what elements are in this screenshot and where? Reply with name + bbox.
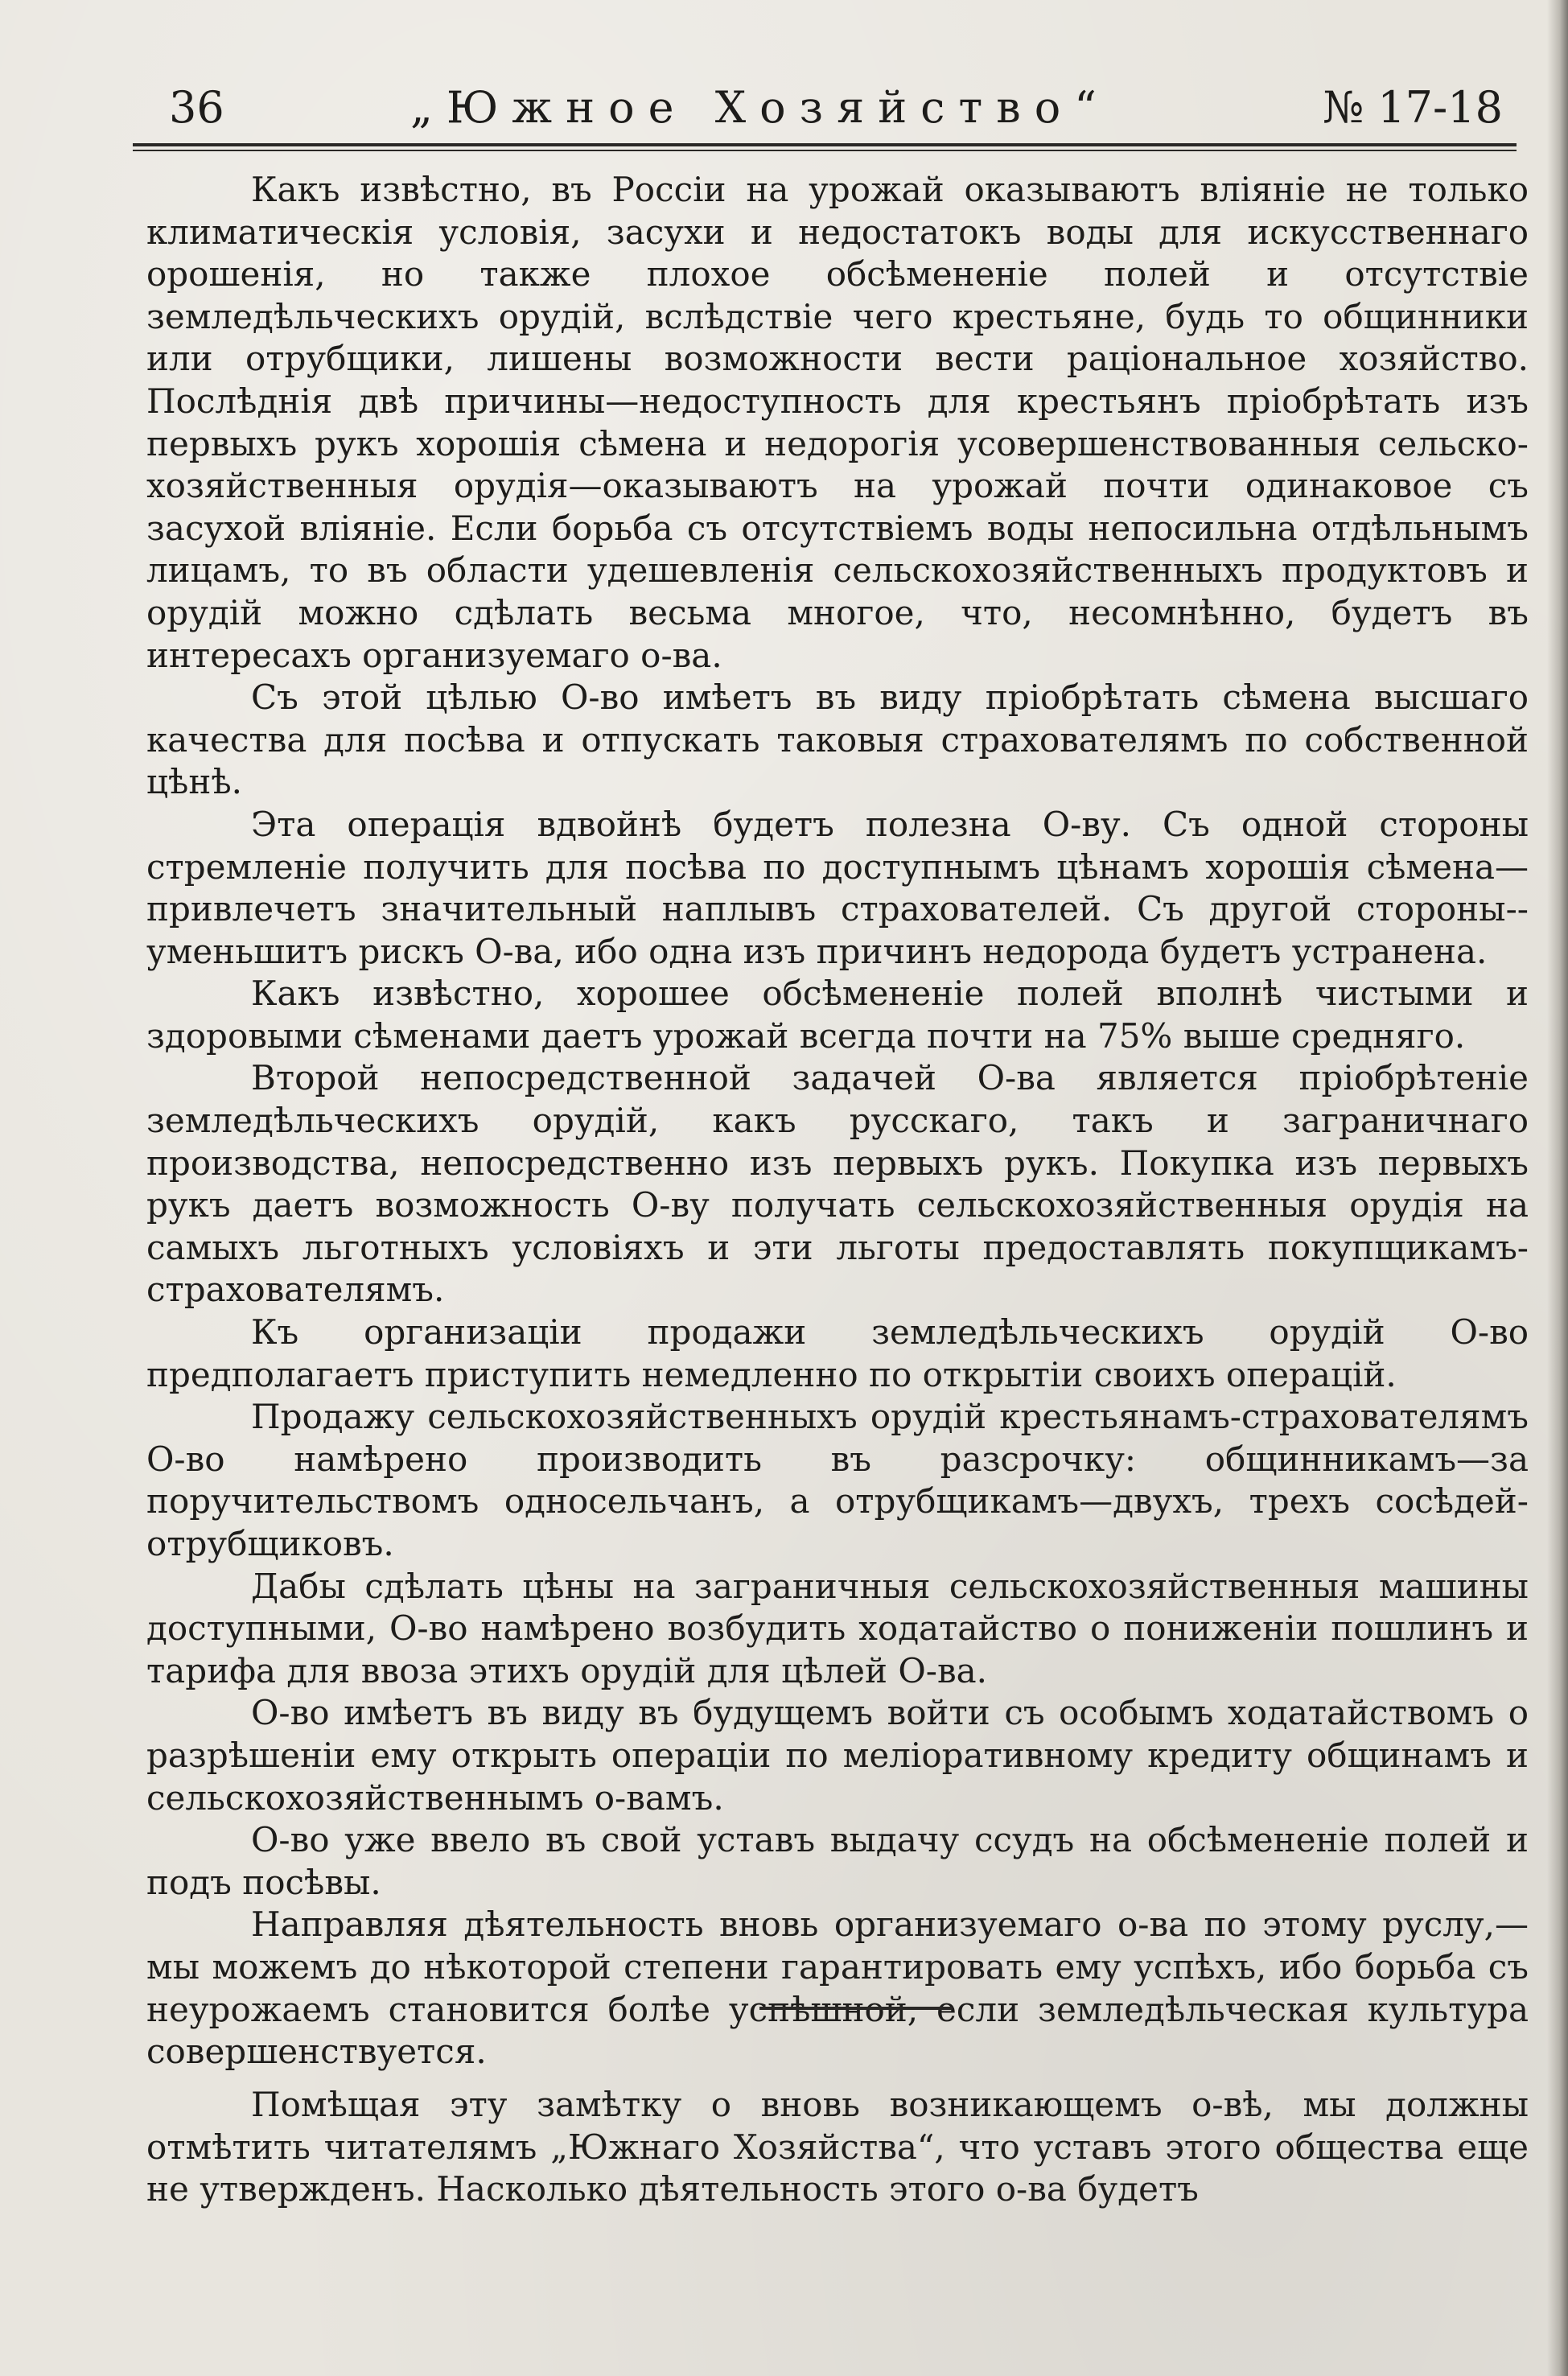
paragraph: Дабы сдѣлать цѣны на заграничныя сельскохозяйственныя машины доступными, О-во намѣрено возбудить ходатайство о пониженіи пошлинъ и тарифа для ввоза этихъ орудій для цѣлей О-ва. [146, 1566, 1529, 1690]
note-paragraph: Помѣщая эту замѣтку о вновь возникающемъ о-вѣ, мы должны отмѣтить читателямъ „Южнаго Хозяйства“, что уставъ этого общества еще не утвержденъ. Насколько дѣятельность этого о-ва будетъ [146, 2085, 1529, 2209]
page-edge-shadow [1547, 0, 1568, 2376]
article-body [146, 169, 1529, 2073]
paragraph: О-во уже ввело въ свой уставъ выдачу ссудъ на обсѣмененіе полей и подъ посѣвы. [146, 1820, 1529, 1902]
running-header [137, 74, 1504, 142]
header-rule-thin [133, 150, 1517, 151]
paragraph: Эта операція вдвойнѣ будетъ полезна О-ву. Съ одной стороны стремленіе получить для посѣва по доступнымъ цѣнамъ хорошія сѣмена—привлечетъ значительный наплывъ страхователей. Съ другой стороны--уменьшитъ рискъ О-ва, ибо одна изъ причинъ недорода будетъ устранена. [146, 804, 1529, 971]
paragraph: Какъ извѣстно, хорошее обсѣмененіе полей вполнѣ чистыми и здоровыми сѣменами даетъ урожай всегда почти на 75% выше средняго. [146, 974, 1529, 1056]
paragraph: Съ этой цѣлью О-во имѣетъ въ виду пріобрѣтать сѣмена высшаго качества для посѣва и отпускать таковыя страхователямъ по собственной цѣнѣ. [146, 677, 1529, 802]
paragraph: О-во имѣетъ въ виду въ будущемъ войти съ особымъ ходатайствомъ о разрѣшеніи ему открыть операціи по меліоративному кредиту общинамъ и сельскохозяйственнымъ о-вамъ. [146, 1693, 1529, 1818]
paragraph: Къ организаціи продажи земледѣльческихъ орудій О-во предполагаетъ приступить немедленно по открытіи своихъ операцій. [146, 1312, 1529, 1394]
paragraph: Продажу сельскохозяйственныхъ орудій крестьянамъ-страхователямъ О-во намѣрено производить въ разсрочку: общинникамъ—за поручительствомъ односельчанъ, а отрубщикамъ—двухъ, трехъ сосѣдей-отрубщиковъ. [146, 1397, 1529, 1563]
issue-number: № 17-18 [1323, 82, 1503, 133]
section-divider [759, 2007, 953, 2010]
page-number: 36 [169, 82, 224, 133]
paragraph: Какъ извѣстно, въ Россіи на урожай оказываютъ вліяніе не только климатическія условія, засухи и недостатокъ воды для искусственнаго орошенія, но также плохое обсѣмененіе полей и отсутствіе земледѣльческихъ орудій, вслѣдствіе чего крестьяне, будь то общинники или отрубщики, лишены возможности вести раціональное хозяйство. Послѣднія двѣ причины—недоступность для крестьянъ пріобрѣтать изъ первыхъ рукъ хорошія сѣмена и недорогія усовершенствованныя сельско-хозяйственныя орудія—оказываютъ на урожай почти одинаковое съ засухой вліяніе. Если борьба съ отсутствіемъ воды непосильна отдѣльнымъ лицамъ, то въ области удешевленія сельскохозяйственныхъ продуктовъ и орудій можно сдѣлать весьма многое, что, несомнѣнно, будетъ въ интересахъ организуемаго о-ва. [146, 170, 1529, 675]
journal-title: „Южное Хозяйство“ [410, 82, 1110, 133]
paragraph: Второй непосредственной задачей О-ва является пріобрѣтеніе земледѣльческихъ орудій, какъ русскаго, такъ и заграничнаго производства, непосредственно изъ первыхъ рукъ. Покупка изъ первыхъ рукъ даетъ возможность О-ву получать сельскохозяйственныя орудія на самыхъ льготныхъ условіяхъ и эти льготы предоставлять покупщикамъ-страхователямъ. [146, 1058, 1529, 1310]
paragraph: Направляя дѣятельность вновь организуемаго о-ва по этому руслу,—мы можемъ до нѣкоторой степени гарантировать ему успѣхъ, ибо борьба съ неурожаемъ становится болѣе успѣшной, если земледѣльческая культура совершенствуется. [146, 1905, 1529, 2072]
editorial-note [146, 2084, 1529, 2211]
header-rule [133, 143, 1517, 146]
